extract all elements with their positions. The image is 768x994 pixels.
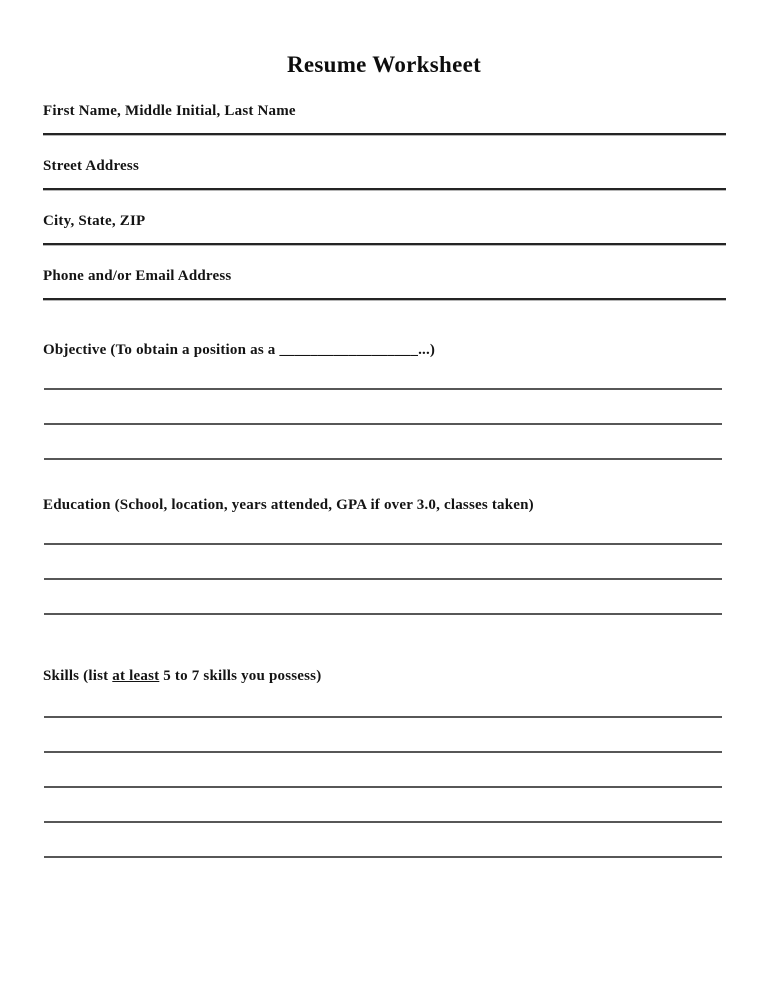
name-field-label: First Name, Middle Initial, Last Name: [43, 103, 296, 119]
education-write-line: [44, 578, 722, 580]
objective-inline-blank: __________________: [279, 342, 419, 358]
objective-section-label: [43, 341, 435, 360]
phone-email-field-label: Phone and/or Email Address: [43, 268, 232, 284]
objective-write-line: [44, 423, 722, 425]
objective-write-line: [44, 388, 722, 390]
skills-write-line: [44, 786, 722, 788]
city-state-zip-write-line: [43, 243, 726, 246]
education-section-label: Education (School, location, years attended, GPA if over 3.0, classes taken): [43, 497, 534, 513]
skills-write-line: [44, 856, 722, 858]
skills-write-line: [44, 821, 722, 823]
skills-label-underlined-text: at least: [112, 668, 160, 684]
skills-write-line: [44, 751, 722, 753]
page-title: Resume Worksheet: [286, 52, 482, 77]
street-address-write-line: [43, 188, 726, 191]
skills-label-suffix: 5 to 7 skills you possess): [159, 668, 322, 684]
skills-section-label: [43, 667, 321, 686]
name-write-line: [43, 133, 726, 136]
phone-email-write-line: [43, 298, 726, 301]
education-write-line: [44, 613, 722, 615]
education-write-line: [44, 543, 722, 545]
skills-write-line: [44, 716, 722, 718]
street-address-field-label: Street Address: [43, 158, 139, 174]
objective-label-suffix: ...): [418, 342, 436, 358]
objective-label-text: Objective (To obtain a position as a: [43, 342, 280, 358]
skills-label-text: Skills (list: [43, 668, 113, 684]
objective-write-line: [44, 458, 722, 460]
city-state-zip-field-label: City, State, ZIP: [43, 213, 146, 229]
